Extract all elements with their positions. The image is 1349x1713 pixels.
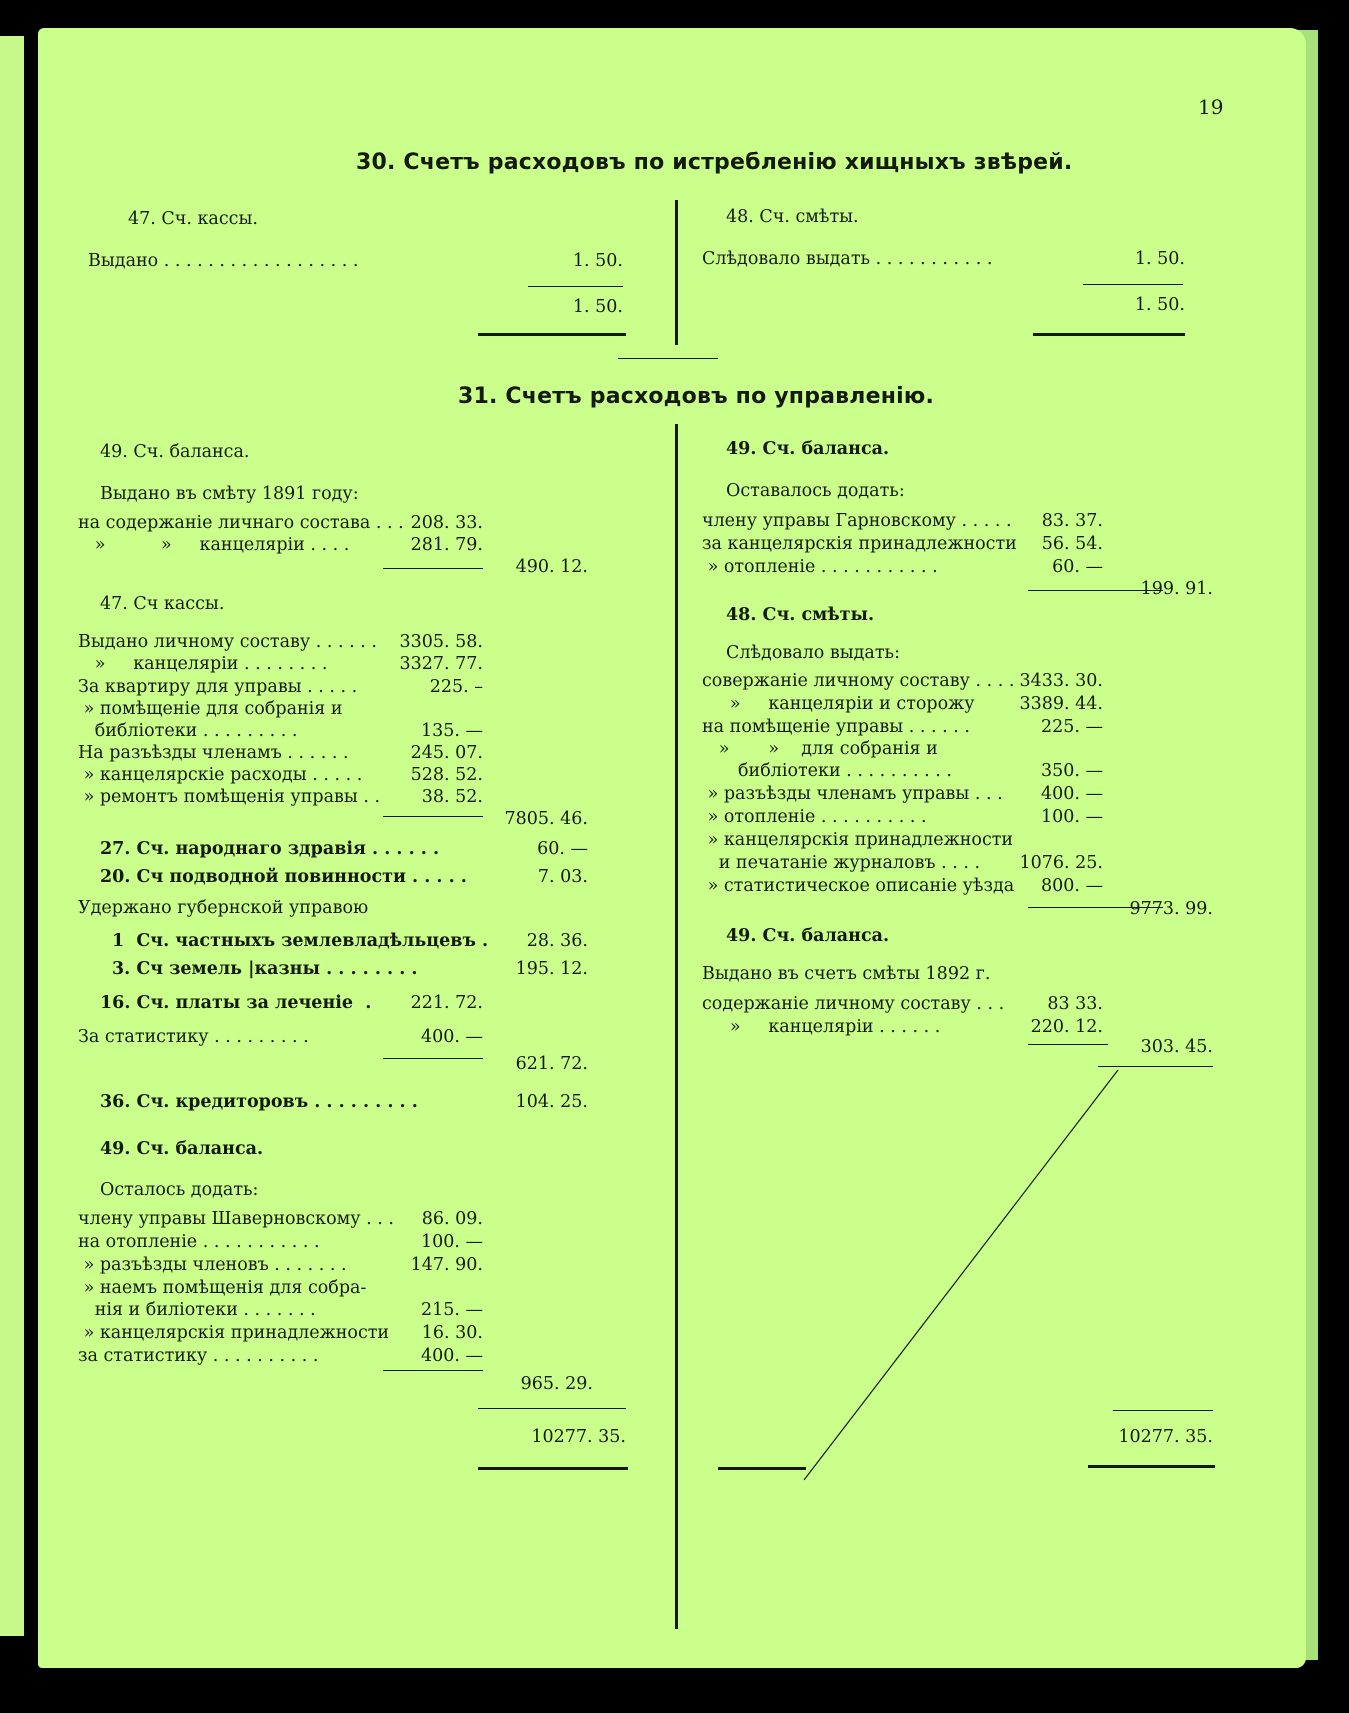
ledger-amount: 800. — bbox=[1040, 876, 1103, 896]
rule bbox=[383, 1058, 483, 1059]
cancellation-slash bbox=[798, 1068, 1128, 1488]
ledger-amount: 16. 30. bbox=[421, 1323, 483, 1343]
ledger-label: Выдано личному составу . . . . . . bbox=[78, 632, 377, 652]
ledger-amount: 528. 52. bbox=[410, 765, 483, 785]
rule bbox=[1113, 1410, 1213, 1411]
ledger-label: » наемъ помѣщенія для собра- bbox=[78, 1278, 367, 1298]
ledger-label: » ремонтъ помѣщенія управы . . bbox=[78, 787, 381, 807]
ledger-subtotal: 9773. 99. bbox=[1129, 899, 1213, 919]
ledger-amount: 225. — bbox=[1040, 717, 1103, 737]
column-divider bbox=[675, 200, 678, 345]
ledger-label: За статистику . . . . . . . . . bbox=[78, 1027, 309, 1047]
ledger-subtotal: 621. 72. bbox=[515, 1054, 588, 1074]
ledger-amount: 38. 52. bbox=[421, 787, 483, 807]
left-head-balance: 49. Сч. баланса. bbox=[100, 442, 250, 462]
sec30-right-amount: 1. 50. bbox=[1134, 249, 1185, 269]
rule bbox=[1083, 284, 1183, 285]
ledger-label: библіотеки . . . . . . . . . . bbox=[738, 761, 952, 781]
right-subhead: Выдано въ счетъ смѣты 1892 г. bbox=[702, 964, 991, 984]
ledger-subtotal: 199. 91. bbox=[1140, 579, 1213, 599]
rule bbox=[1098, 1066, 1213, 1067]
ledger-subtotal: 7805. 46. bbox=[504, 809, 588, 829]
ledger-label: за статистику . . . . . . . . . . bbox=[78, 1346, 319, 1366]
ledger-grand-total: 10277. 35. bbox=[1118, 1427, 1213, 1447]
ledger-label: 20. Сч подводной повинности . . . . . bbox=[100, 867, 467, 887]
ledger-label: члену управы Шаверновскому . . . bbox=[78, 1209, 394, 1229]
ledger-label: 16. Сч. платы за леченіе . bbox=[100, 993, 372, 1013]
ledger-amount: 135. — bbox=[420, 721, 483, 741]
ledger-amount: 56. 54. bbox=[1041, 534, 1103, 554]
ledger-label: » статистическое описаніе уѣзда bbox=[702, 876, 1015, 896]
ledger-label: » канцелярскія принадлежности bbox=[702, 830, 1014, 850]
section-31-title: 31. Счетъ расходовъ по управленію. bbox=[458, 384, 935, 409]
right-head-balance: 49. Сч. баланса. bbox=[726, 439, 890, 459]
ledger-amount: 100. — bbox=[420, 1232, 483, 1252]
ledger-label: » отопленіе . . . . . . . . . . . bbox=[702, 557, 938, 577]
ledger-amount: 400. — bbox=[420, 1027, 483, 1047]
left-subhead: Удержано губернской управою bbox=[78, 898, 369, 918]
column-divider bbox=[675, 424, 678, 1629]
ledger-label: совержаніе личному составу . . . . bbox=[702, 671, 1015, 691]
ledger-amount: 220. 12. bbox=[1030, 1017, 1103, 1037]
ledger-amount: 400. — bbox=[420, 1346, 483, 1366]
document-page bbox=[38, 28, 1306, 1668]
ledger-label: на помѣщеніе управы . . . . . . bbox=[702, 717, 970, 737]
sec30-right-head: 48. Сч. смѣты. bbox=[726, 207, 859, 227]
ledger-label: и печатаніе журналовъ . . . . bbox=[702, 853, 981, 873]
ledger-amount: 3389. 44. bbox=[1019, 694, 1103, 714]
ledger-amount: 60. — bbox=[537, 839, 588, 859]
ledger-amount: 3327. 77. bbox=[399, 654, 483, 674]
ledger-label: » » для собранія и bbox=[702, 739, 938, 759]
section-separator bbox=[618, 358, 718, 359]
right-subhead: Оставалось додать: bbox=[726, 481, 905, 501]
ledger-label: » канцелярскіе расходы . . . . . bbox=[78, 765, 363, 785]
ledger-label: За квартиру для управы . . . . . bbox=[78, 677, 358, 697]
double-rule bbox=[1033, 333, 1185, 336]
ledger-label: содержаніе личному составу . . . bbox=[702, 994, 1005, 1014]
ledger-amount: 221. 72. bbox=[410, 993, 483, 1013]
ledger-amount: 147. 90. bbox=[410, 1255, 483, 1275]
ledger-label: 3. Сч земель |казны . . . . . . . . bbox=[112, 959, 418, 979]
ledger-amount: 225. – bbox=[429, 677, 483, 697]
ledger-amount: 3433. 30. bbox=[1019, 671, 1103, 691]
ledger-amount: 1076. 25. bbox=[1019, 853, 1103, 873]
ledger-amount: 28. 36. bbox=[526, 931, 588, 951]
ledger-label: » » канцеляріи . . . . bbox=[78, 535, 350, 555]
rule bbox=[1028, 1044, 1108, 1045]
ledger-label: » помѣщеніе для собранія и bbox=[78, 699, 343, 719]
ledger-amount: 281. 79. bbox=[410, 535, 483, 555]
page-number: 19 bbox=[1198, 95, 1224, 119]
ledger-label: за канцелярскія принадлежности bbox=[702, 534, 1017, 554]
ledger-amount: 83 33. bbox=[1047, 994, 1103, 1014]
ledger-label: на содержаніе личнаго состава . . . bbox=[78, 513, 404, 533]
rule bbox=[528, 286, 623, 287]
double-rule bbox=[1088, 1465, 1215, 1468]
rule bbox=[383, 568, 483, 569]
ledger-amount: 7. 03. bbox=[537, 867, 588, 887]
ledger-label: » разъѣзды членамъ управы . . . bbox=[702, 784, 1003, 804]
left-head-balance: 49. Сч. баланса. bbox=[100, 1139, 264, 1159]
ledger-amount: 104. 25. bbox=[515, 1092, 588, 1112]
left-subhead: Осталось додать: bbox=[100, 1180, 259, 1200]
right-head-balance: 49. Сч. баланса. bbox=[726, 926, 890, 946]
rule bbox=[478, 1408, 626, 1409]
ledger-amount: 350. — bbox=[1040, 761, 1103, 781]
sec30-right-label: Слѣдовало выдать . . . . . . . . . . . bbox=[702, 249, 993, 269]
ledger-amount: 245. 07. bbox=[410, 743, 483, 763]
ledger-label: » отопленіе . . . . . . . . . . bbox=[702, 807, 927, 827]
ledger-subtotal: 965. 29. bbox=[520, 1374, 593, 1394]
ledger-amount: 100. — bbox=[1040, 807, 1103, 827]
ledger-label: 27. Сч. народнаго здравія . . . . . . bbox=[100, 839, 440, 859]
ledger-label: На разъѣзды членамъ . . . . . . bbox=[78, 743, 349, 763]
ledger-label: » канцеляріи . . . . . . . . bbox=[78, 654, 328, 674]
ledger-label: » канцеляріи и сторожу bbox=[702, 694, 975, 714]
ledger-subtotal: 303. 45. bbox=[1140, 1037, 1213, 1057]
ledger-amount: 86. 09. bbox=[421, 1209, 483, 1229]
rule bbox=[383, 816, 483, 817]
double-rule bbox=[478, 333, 626, 336]
sec30-left-label: Выдано . . . . . . . . . . . . . . . . . . bbox=[88, 251, 359, 271]
ledger-label: библіотеки . . . . . . . . . bbox=[78, 721, 298, 741]
sec30-left-total: 1. 50. bbox=[572, 297, 623, 317]
ledger-label: » канцелярскія принадлежности bbox=[78, 1323, 390, 1343]
ledger-label: 36. Сч. кредиторовъ . . . . . . . . . bbox=[100, 1092, 418, 1112]
ledger-grand-total: 10277. 35. bbox=[531, 1427, 626, 1447]
ledger-label: на отопленіе . . . . . . . . . . . bbox=[78, 1232, 320, 1252]
sec30-right-total: 1. 50. bbox=[1134, 295, 1185, 315]
ledger-amount: 195. 12. bbox=[515, 959, 588, 979]
right-head-estimate: 48. Сч. смѣты. bbox=[726, 605, 875, 625]
sec30-left-head: 47. Сч. кассы. bbox=[128, 209, 258, 229]
ledger-amount: 400. — bbox=[1040, 784, 1103, 804]
ledger-amount: 60. — bbox=[1052, 557, 1103, 577]
ledger-subtotal: 490. 12. bbox=[515, 557, 588, 577]
ledger-label: » канцеляріи . . . . . . bbox=[702, 1017, 941, 1037]
ledger-label: члену управы Гарновскому . . . . . bbox=[702, 511, 1012, 531]
double-rule bbox=[478, 1467, 628, 1470]
ledger-label: 1 Сч. частныхъ землевладѣльцевъ . bbox=[112, 931, 489, 951]
sec30-left-amount: 1. 50. bbox=[572, 251, 623, 271]
ledger-amount: 83. 37. bbox=[1041, 511, 1103, 531]
double-rule bbox=[718, 1467, 806, 1470]
left-head-cash: 47. Сч кассы. bbox=[100, 594, 225, 614]
left-subhead: Выдано въ смѣту 1891 году: bbox=[100, 484, 359, 504]
ledger-amount: 208. 33. bbox=[410, 513, 483, 533]
right-subhead: Слѣдовало выдать: bbox=[726, 643, 900, 663]
adjacent-page-edge bbox=[0, 36, 24, 1636]
ledger-label: нія и биліотеки . . . . . . . bbox=[78, 1300, 316, 1320]
ledger-amount: 3305. 58. bbox=[399, 632, 483, 652]
ledger-amount: 215. — bbox=[420, 1300, 483, 1320]
rule bbox=[383, 1370, 483, 1371]
ledger-label: » разъѣзды членовъ . . . . . . . bbox=[78, 1255, 347, 1275]
section-30-title: 30. Счетъ расходовъ по истребленію хищныхъ звѣрей. bbox=[356, 150, 1073, 175]
